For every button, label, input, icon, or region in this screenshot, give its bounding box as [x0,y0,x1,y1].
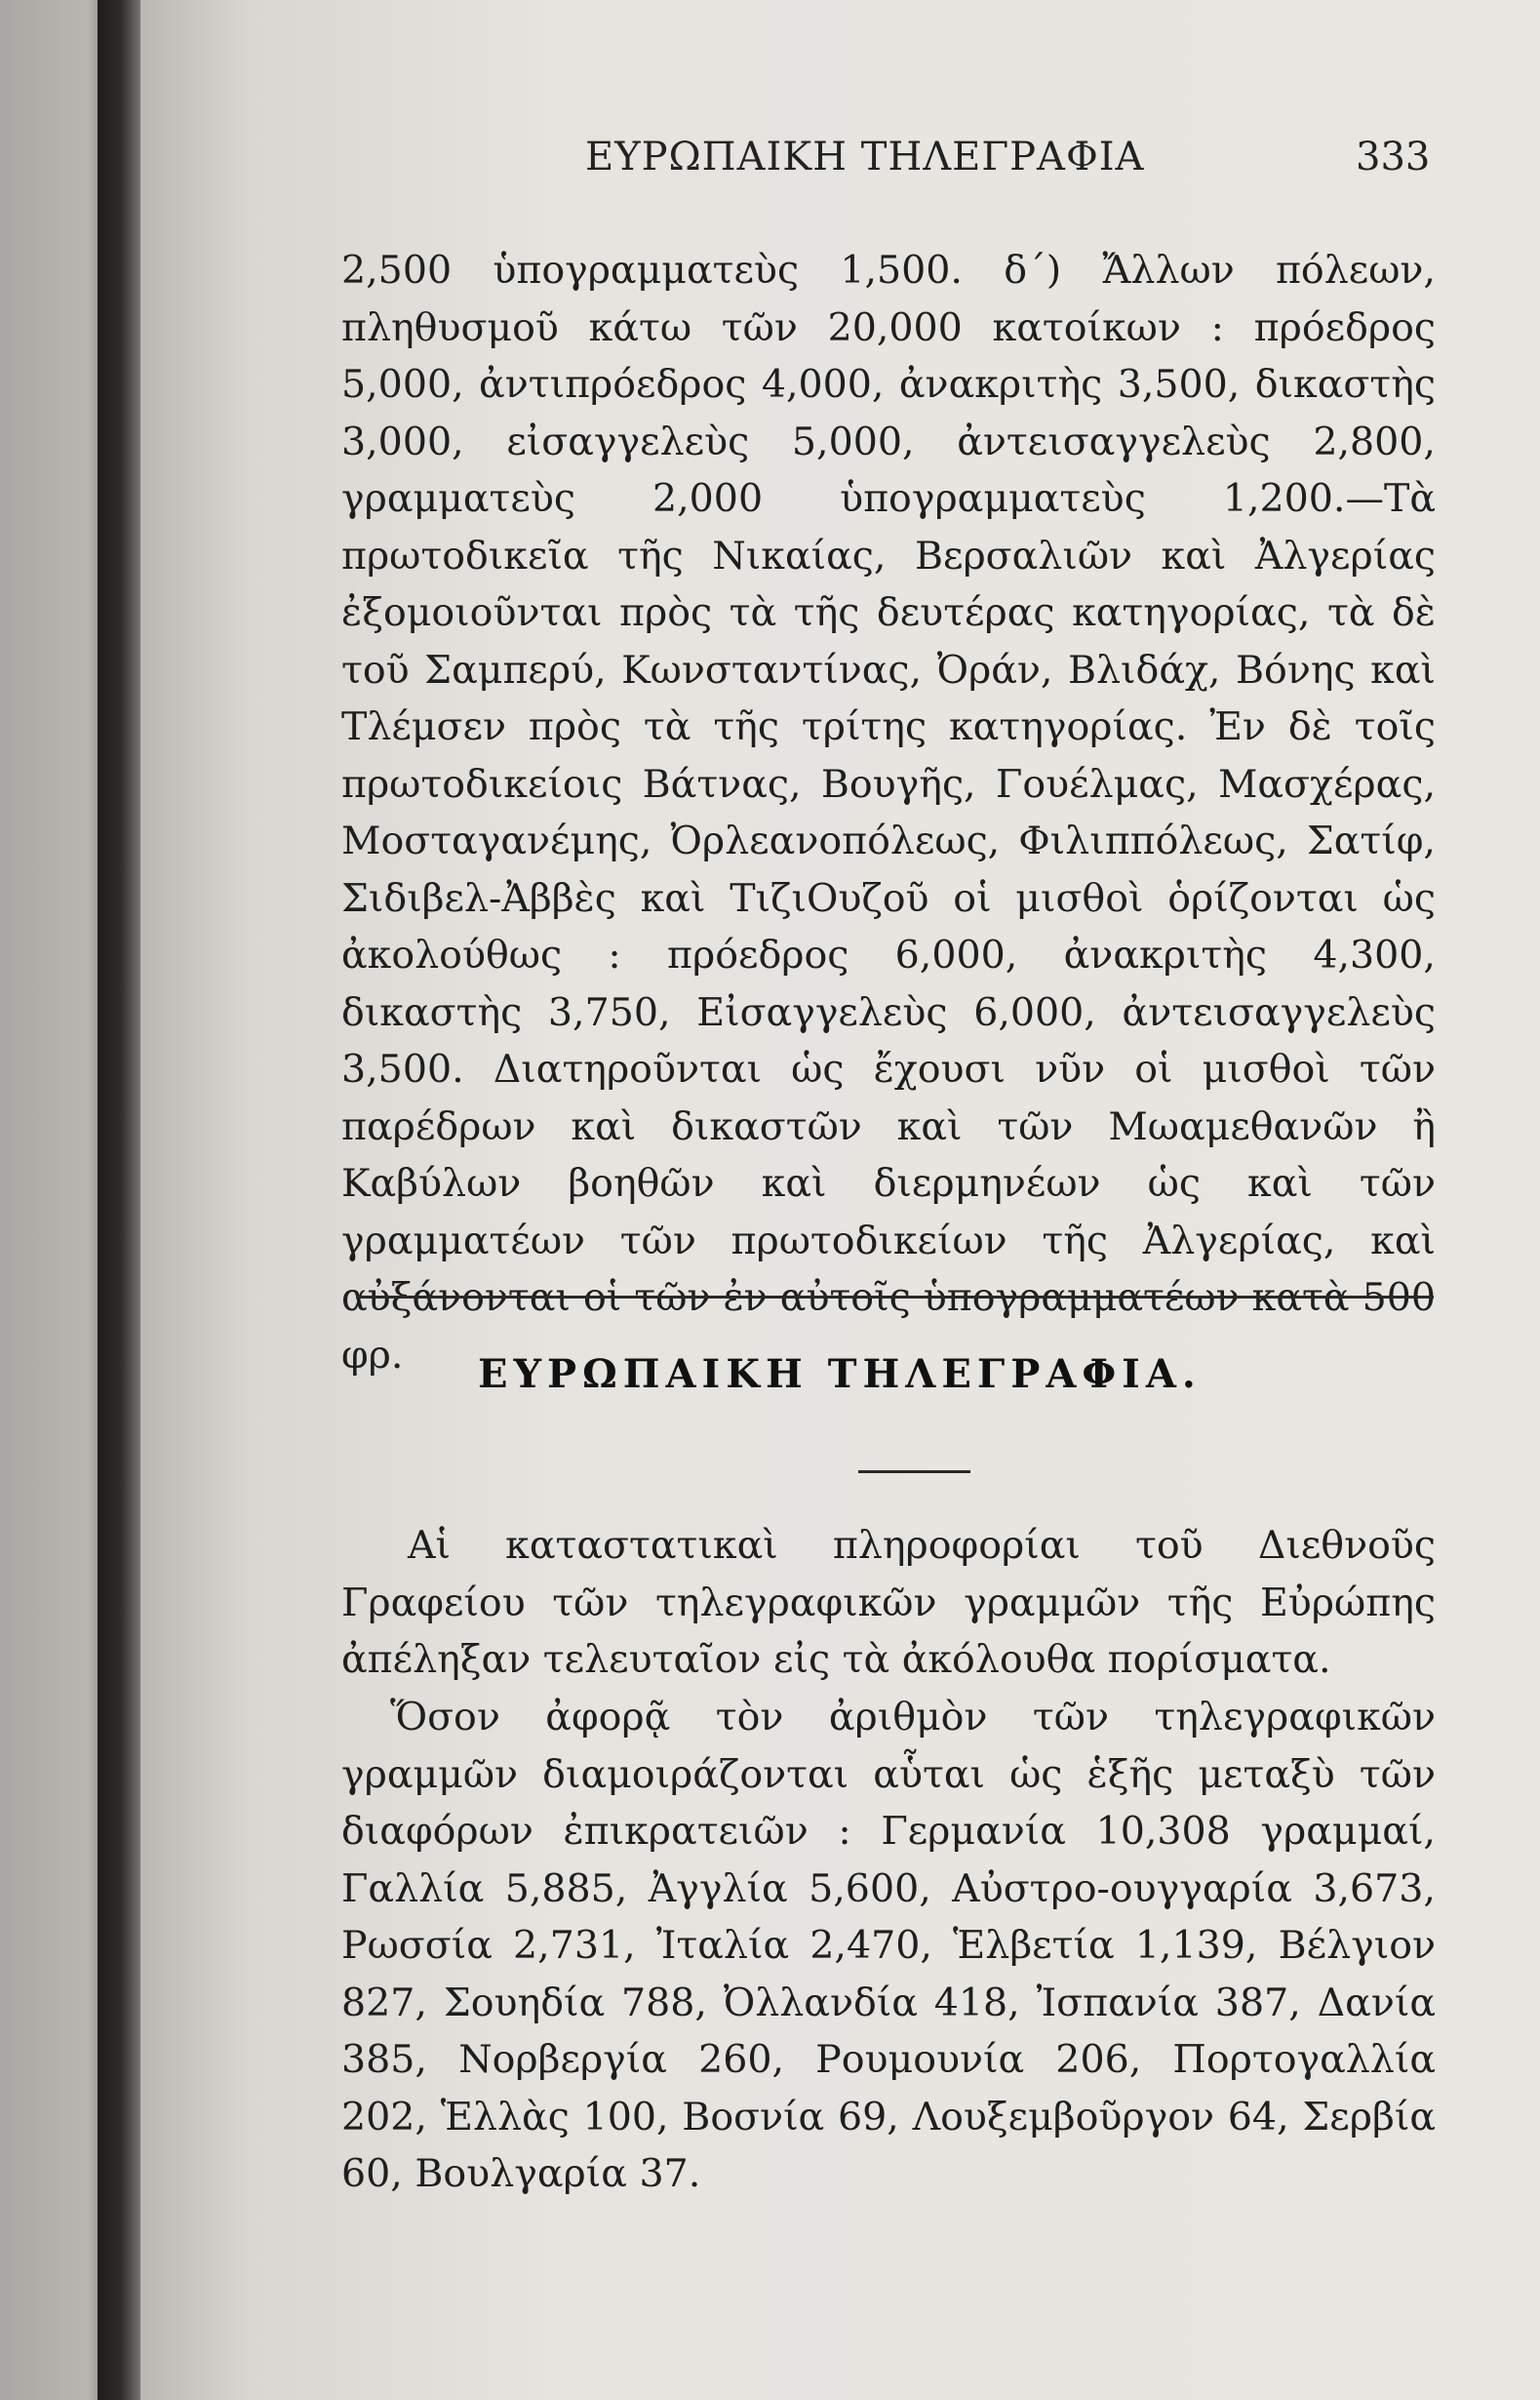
section-divider-rule [356,1296,1434,1299]
book-gutter-shadow [98,0,140,2400]
heading-underline-rule [858,1470,970,1473]
page-number: 333 [1356,135,1431,180]
section-paragraph-intro: Αἱ καταστατικαὶ πληροφορίαι τοῦ Διεθνοῦς Γραφείου τῶν τηλεγραφικῶν γραμμῶν τῆς Εὐρώπης ἀπέληξαν τελευταῖον εἰς τὰ ἀκόλουθα πορίσματα. [341,1523,1436,1682]
running-header-title: ΕΥΡΩΠΑΙΚΗ ΤΗΛΕΓΡΑΦΙΑ [585,135,1145,180]
section-heading: ΕΥΡΩΠΑΙΚΗ ΤΗΛΕΓΡΑΦΙΑ. [478,1351,1202,1397]
body-paragraph-continued: 2,500 ὑπογραμματεὺς 1,500. δ΄) Ἄλλων πόλεων, πληθυσμοῦ κάτω τῶν 20,000 κατοίκων : πρόεδρος 5,000, ἀντιπρόεδρος 4,000, ἀνακριτὴς 3,500, δικαστὴς 3,000, εἰσαγγελεὺς 5,000, ἀντεισαγγελεὺς 2,800, γραμματεὺς 2,000 ὑπογραμματεὺς 1,200.—Τὰ πρωτοδικεῖα τῆς Νικαίας, Βερσαλιῶν καὶ Ἀλγερίας ἐξομοιοῦνται πρὸς τὰ τῆς δευτέρας κατηγορίας, τὰ δὲ τοῦ Σαμπερύ, Κωνσταντίνας, Ὀράν, Βλιδάχ, Βόνης καὶ Τλέμσεν πρὸς τὰ τῆς τρίτης κατηγορίας. Ἐν δὲ τοῖς πρωτοδικείοις Βάτνας, Βουγῆς, Γουέλμας, Μασχέρας, Μοσταγανέμης, Ὀρλεανοπόλεως, Φιλιππόλεως, Σατίφ, Σιδιβελ-Ἀββὲς καὶ ΤιζιΟυζοῦ οἱ μισθοὶ ὁρίζονται ὡς ἀκολούθως : πρόεδρος 6,000, ἀνακριτὴς 4,300, δικαστὴς 3,750, Εἰσαγγελεὺς 6,000, ἀντεισαγγελεὺς 3,500. Διατηροῦνται ὡς ἔχουσι νῦν οἱ μισθοὶ τῶν παρέδρων καὶ δικαστῶν καὶ τῶν Μωαμεθανῶν ἢ Καβύλων βοηθῶν καὶ διερμηνέων ὡς καὶ τῶν γραμματέων τῶν πρωτοδικείων τῆς Ἀλγερίας, καὶ αὐξάνονται οἱ τῶν ἐν αὐτοῖς ὑπογραμματέων κατὰ 500 φρ. [341,248,1436,1378]
section-paragraph-line-counts: Ὅσον ἀφορᾷ τὸν ἀριθμὸν τῶν τηλεγραφικῶν γραμμῶν διαμοιράζονται αὗται ὡς ἑξῆς μεταξὺ τῶν διαφόρων ἐπικρατειῶν : Γερμανία 10,308 γραμμαί, Γαλλία 5,885, Ἀγγλία 5,600, Αὐστρο-ουγγαρία 3,673, Ρωσσία 2,731, Ἰταλία 2,470, Ἑλβετία 1,139, Βέλγιον 827, Σουηδία 788, Ὀλλανδία 418, Ἰσπανία 387, Δανία 385, Νορβεργία 260, Ρουμουνία 206, Πορτογαλλία 202, Ἑλλὰς 100, Βοσνία 69, Λουξεμβοῦργον 64, Σερβία 60, Βουλγαρία 37. [341,1695,1436,2196]
